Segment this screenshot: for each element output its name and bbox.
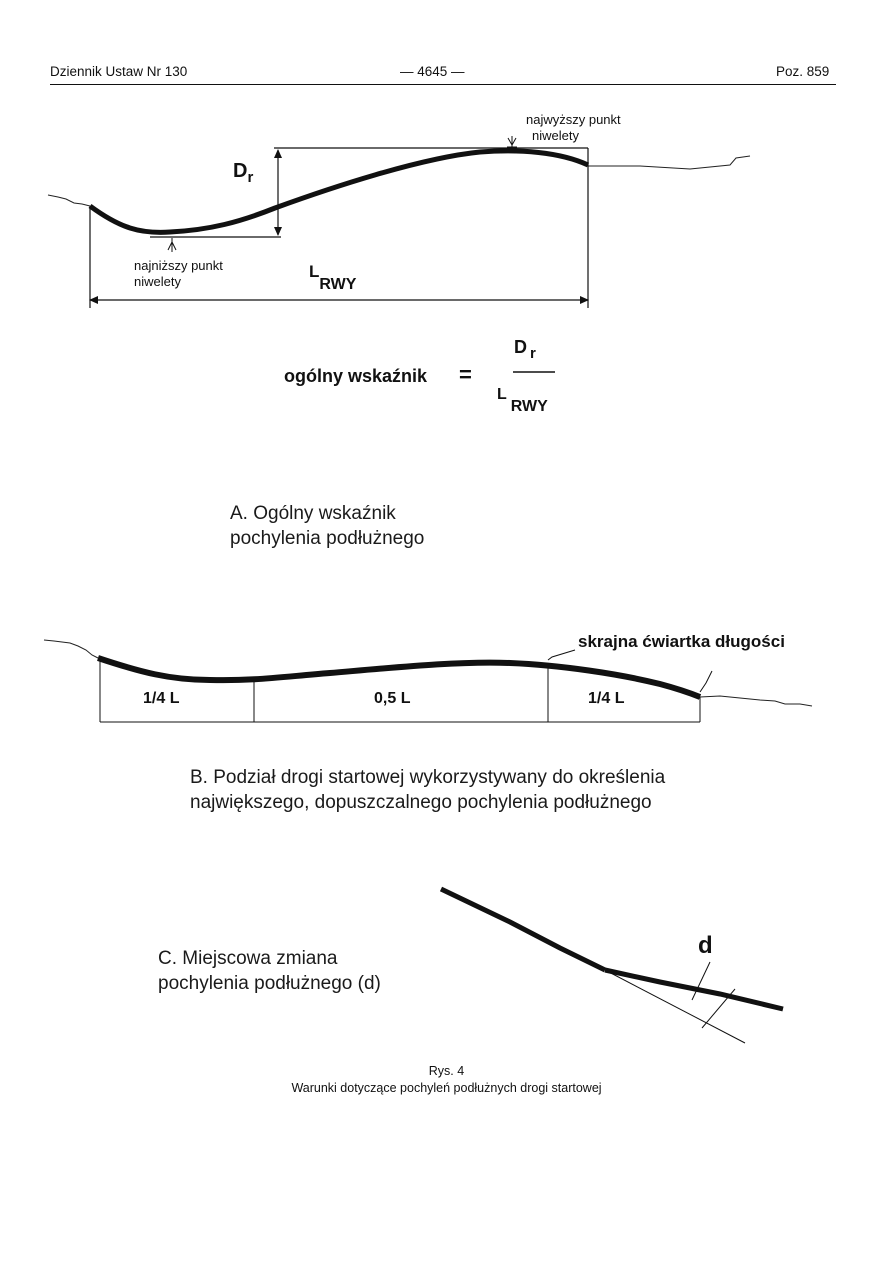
- header-journal-title: Dziennik Ustaw Nr 130: [50, 64, 188, 79]
- figure-c-steep-segment: [441, 889, 605, 970]
- figure-c-extension-line: [605, 970, 745, 1043]
- segment-middle-label: 0,5 L: [374, 690, 411, 707]
- label-extreme-quarter: skrajna ćwiartka długości: [578, 632, 785, 651]
- label-lowest-point: najniższy punkt niwelety: [134, 258, 223, 289]
- label-highest-point: najwyższy punkt niwelety: [526, 112, 621, 143]
- formula-denominator: LRWY: [497, 386, 548, 415]
- segment-right-label: 1/4 L: [588, 690, 625, 707]
- label-d: d: [698, 932, 713, 959]
- header-position: Poz. 859: [776, 64, 830, 79]
- label-dr: $D_r$: [233, 160, 254, 186]
- formula-equals: =: [459, 362, 472, 387]
- figure-c-flat-segment: [605, 970, 783, 1009]
- formula-numerator: D $_r$: [514, 337, 536, 362]
- caption-figure-b: B. Podział drogi startowej wykorzystywany do określenia największego, dopuszczalnego pochylenia podłużnego: [190, 767, 666, 813]
- figure-number: Rys. 4: [428, 1064, 465, 1078]
- figure-title: Warunki dotyczące pochyleń podłużnych drogi startowej: [291, 1081, 602, 1095]
- formula-label: ogólny wskaźnik: [284, 366, 428, 386]
- caption-figure-c: C. Miejscowa zmiana pochylenia podłużnego (d): [158, 948, 381, 994]
- figure-c-d-tick-upper: [692, 962, 710, 1000]
- caption-figure-a: A. Ogólny wskaźnik pochylenia podłużnego: [230, 503, 425, 549]
- segment-left-label: 1/4 L: [143, 690, 180, 707]
- header-page-number: — 4645 —: [400, 64, 465, 79]
- label-lrwy: LRWY: [309, 262, 357, 293]
